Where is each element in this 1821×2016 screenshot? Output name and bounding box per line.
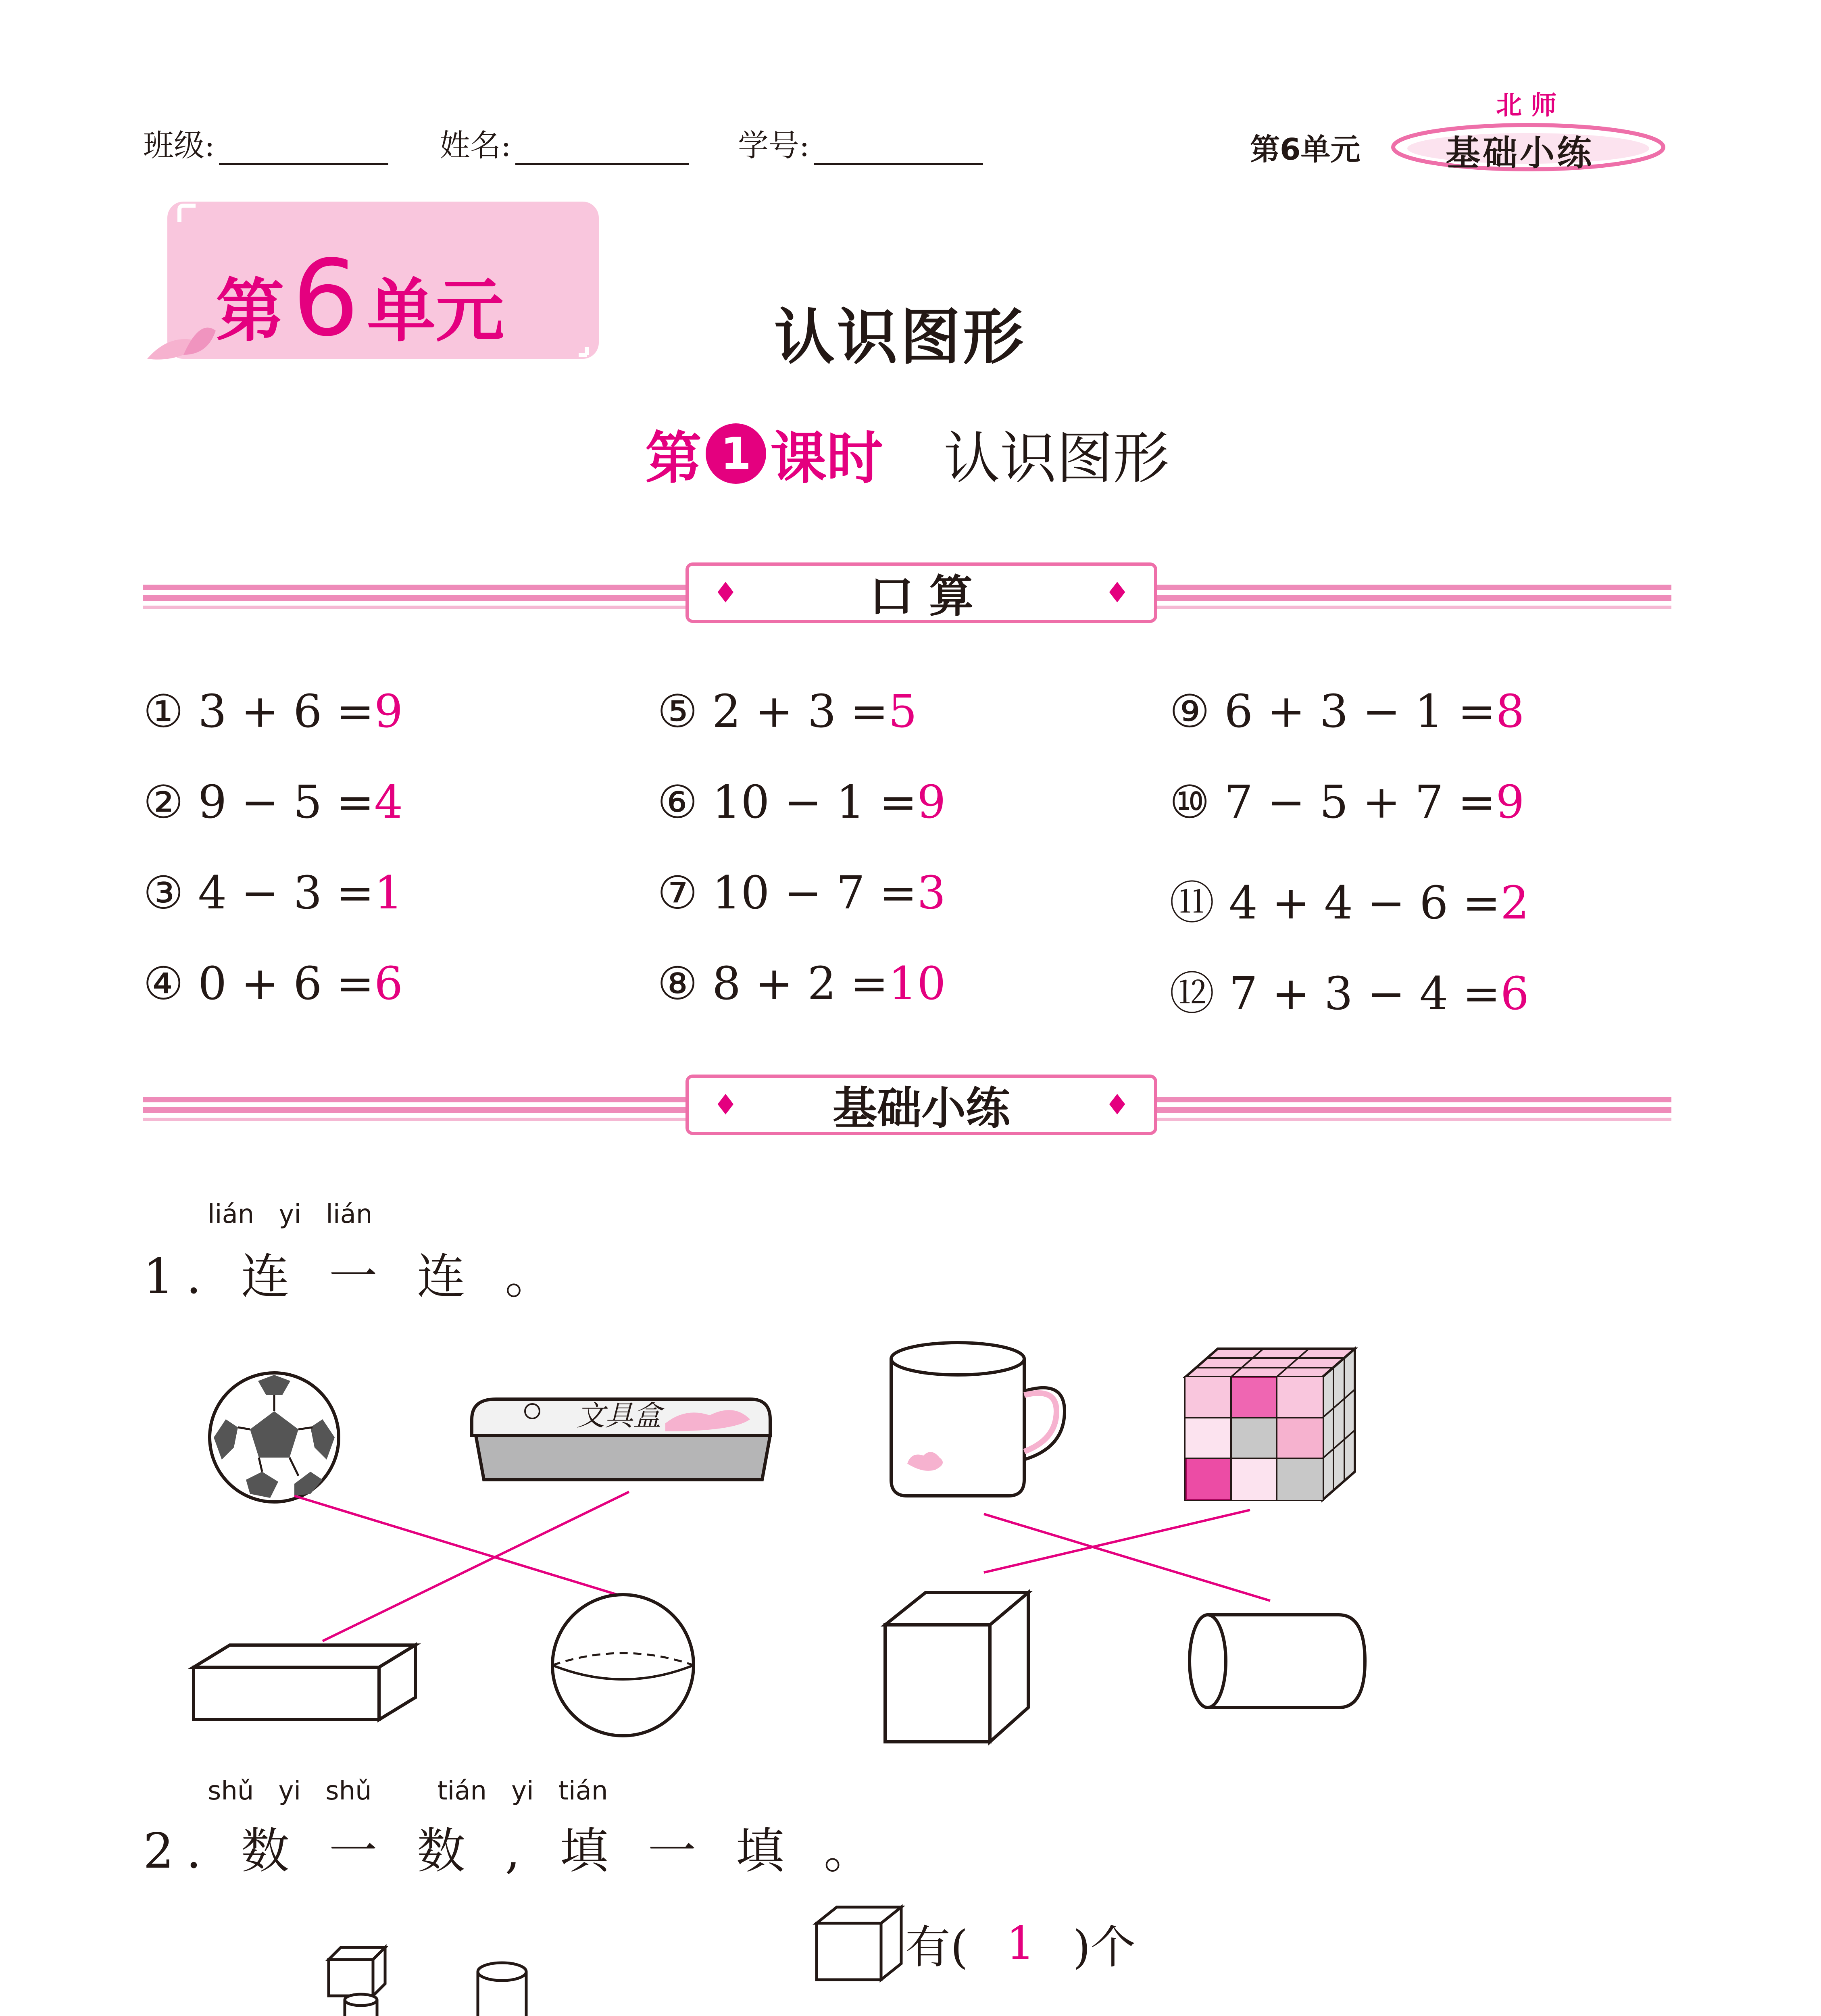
brand-top: 北 师 bbox=[1496, 91, 1557, 121]
diamond-icon: ♦ bbox=[713, 1088, 738, 1121]
equation-item bbox=[1169, 958, 1529, 1023]
equation-index: ⑪ bbox=[1169, 877, 1215, 929]
equation-answer[interactable]: 9 bbox=[917, 776, 946, 829]
cube-shape-icon[interactable] bbox=[885, 1593, 1028, 1742]
lesson-number: 1 bbox=[706, 423, 766, 484]
diamond-icon: ♦ bbox=[713, 576, 738, 609]
class-input-line[interactable] bbox=[219, 139, 388, 165]
equation-answer[interactable]: 6 bbox=[1500, 968, 1529, 1020]
diamond-icon: ♦ bbox=[1104, 1088, 1130, 1121]
equation-item bbox=[1169, 867, 1529, 932]
class-label: 班级: bbox=[143, 127, 215, 163]
equation-index: ⑧ bbox=[657, 958, 698, 1010]
cube-icon bbox=[813, 1903, 905, 1984]
pencil-box-label: 文具盒 bbox=[577, 1399, 661, 1432]
equation-expression: 2 + 3 = bbox=[712, 685, 889, 738]
count-suffix: )个 bbox=[1073, 1921, 1136, 1974]
equation-index: ⑤ bbox=[657, 685, 698, 738]
q1-pinyin: lián yi lián bbox=[208, 1200, 373, 1229]
name-label: 姓名: bbox=[440, 127, 511, 163]
equation-item bbox=[657, 776, 946, 829]
equation-answer[interactable]: 5 bbox=[888, 685, 917, 738]
number-field bbox=[738, 121, 983, 165]
equation-answer[interactable]: 4 bbox=[374, 776, 403, 829]
q2-text: 2. 数 一 数 , 填 一 填 。 bbox=[143, 1823, 884, 1879]
equation-answer[interactable]: 9 bbox=[1496, 776, 1525, 829]
equation-answer[interactable]: 1 bbox=[374, 867, 403, 919]
brand-main: 基础小练 bbox=[1446, 133, 1594, 173]
rubik-cube-icon[interactable] bbox=[1186, 1349, 1355, 1500]
equation-item bbox=[143, 958, 403, 1010]
q1-text: 1. 连 一 连 。 bbox=[143, 1249, 566, 1305]
basic-practice-heading bbox=[685, 1075, 1157, 1135]
block-cube-front bbox=[329, 1960, 373, 1996]
soccer-ball-icon[interactable] bbox=[210, 1373, 339, 1502]
equation-expression: 9 − 5 = bbox=[198, 776, 375, 829]
cuboid-shape-icon[interactable] bbox=[194, 1645, 415, 1720]
q1-figure bbox=[0, 1331, 1821, 1774]
equation-expression: 10 − 7 = bbox=[712, 867, 917, 919]
unit-badge-number: 6 bbox=[292, 238, 359, 360]
equation-item bbox=[1169, 685, 1525, 738]
unit-badge bbox=[143, 198, 603, 367]
equation-expression: 3 + 6 = bbox=[198, 685, 375, 738]
equation-answer[interactable]: 6 bbox=[374, 958, 403, 1010]
equation-expression: 7 − 5 + 7 = bbox=[1224, 776, 1496, 829]
equation-expression: 4 + 4 − 6 = bbox=[1229, 877, 1500, 929]
equation-index: ⑥ bbox=[657, 776, 698, 829]
cylinder-shape-icon[interactable] bbox=[1190, 1615, 1365, 1708]
count-answer[interactable]: 1 bbox=[1006, 1917, 1035, 1970]
equation-item bbox=[657, 685, 917, 738]
number-label: 学号: bbox=[738, 127, 810, 163]
equation-item bbox=[143, 685, 403, 738]
equation-index: ⑩ bbox=[1169, 776, 1210, 829]
lesson-title bbox=[645, 415, 1169, 492]
name-field bbox=[440, 121, 689, 165]
count-prefix: 有( bbox=[905, 1921, 968, 1974]
equation-item bbox=[1169, 776, 1525, 829]
unit-badge-suffix: 单元 bbox=[367, 271, 504, 351]
equation-answer[interactable]: 3 bbox=[917, 867, 946, 919]
equation-answer[interactable]: 9 bbox=[374, 685, 403, 738]
diamond-icon: ♦ bbox=[1104, 576, 1130, 609]
building-blocks-figure bbox=[177, 1943, 629, 2016]
equation-item bbox=[657, 867, 946, 919]
lesson-prefix: 第 bbox=[645, 425, 702, 492]
lesson-suffix: 课时 bbox=[770, 425, 883, 492]
line-mug-to-cylinder bbox=[984, 1514, 1270, 1601]
equation-index: ③ bbox=[143, 867, 184, 919]
equation-index: ② bbox=[143, 776, 184, 829]
equation-index: ④ bbox=[143, 958, 184, 1010]
class-field bbox=[143, 121, 388, 165]
unit-badge-prefix: 第 bbox=[216, 271, 285, 351]
equation-expression: 0 + 6 = bbox=[198, 958, 375, 1010]
brand-logo bbox=[1387, 85, 1669, 177]
unit-tag: 第6单元 bbox=[1250, 132, 1361, 167]
equation-index: ⑦ bbox=[657, 867, 698, 919]
name-input-line[interactable] bbox=[515, 139, 689, 165]
equation-expression: 6 + 3 − 1 = bbox=[1224, 685, 1496, 738]
count-row-cube bbox=[813, 1903, 1136, 1984]
equation-item bbox=[143, 867, 403, 919]
q2-pinyin: shǔ yi shǔ tián yi tián bbox=[208, 1776, 608, 1806]
mental-math-title: 口 算 bbox=[869, 571, 974, 622]
equation-index: ⑨ bbox=[1169, 685, 1210, 738]
equation-expression: 8 + 2 = bbox=[712, 958, 889, 1010]
equation-expression: 10 − 1 = bbox=[712, 776, 917, 829]
equation-item bbox=[143, 776, 403, 829]
equation-answer[interactable]: 10 bbox=[888, 958, 946, 1010]
equation-index: ⑫ bbox=[1169, 968, 1215, 1020]
sphere-shape-icon[interactable] bbox=[552, 1595, 694, 1736]
equation-expression: 4 − 3 = bbox=[198, 867, 375, 919]
equation-answer[interactable]: 2 bbox=[1500, 877, 1529, 929]
equation-item bbox=[657, 958, 946, 1010]
mug-icon[interactable] bbox=[891, 1341, 1065, 1496]
number-input-line[interactable] bbox=[814, 139, 983, 165]
equation-index: ① bbox=[143, 685, 184, 738]
equation-expression: 7 + 3 − 4 = bbox=[1229, 968, 1500, 1020]
line-cube-to-cube bbox=[984, 1510, 1250, 1572]
lesson-topic: 认识图形 bbox=[944, 425, 1170, 492]
pencil-box-icon[interactable] bbox=[472, 1399, 770, 1480]
mental-math-heading bbox=[685, 562, 1157, 623]
basic-practice-title: 基础小练 bbox=[833, 1083, 1010, 1134]
connection-lines bbox=[294, 1492, 1270, 1641]
equation-answer[interactable]: 8 bbox=[1496, 685, 1525, 738]
unit-title: 认识图形 bbox=[774, 302, 1026, 373]
